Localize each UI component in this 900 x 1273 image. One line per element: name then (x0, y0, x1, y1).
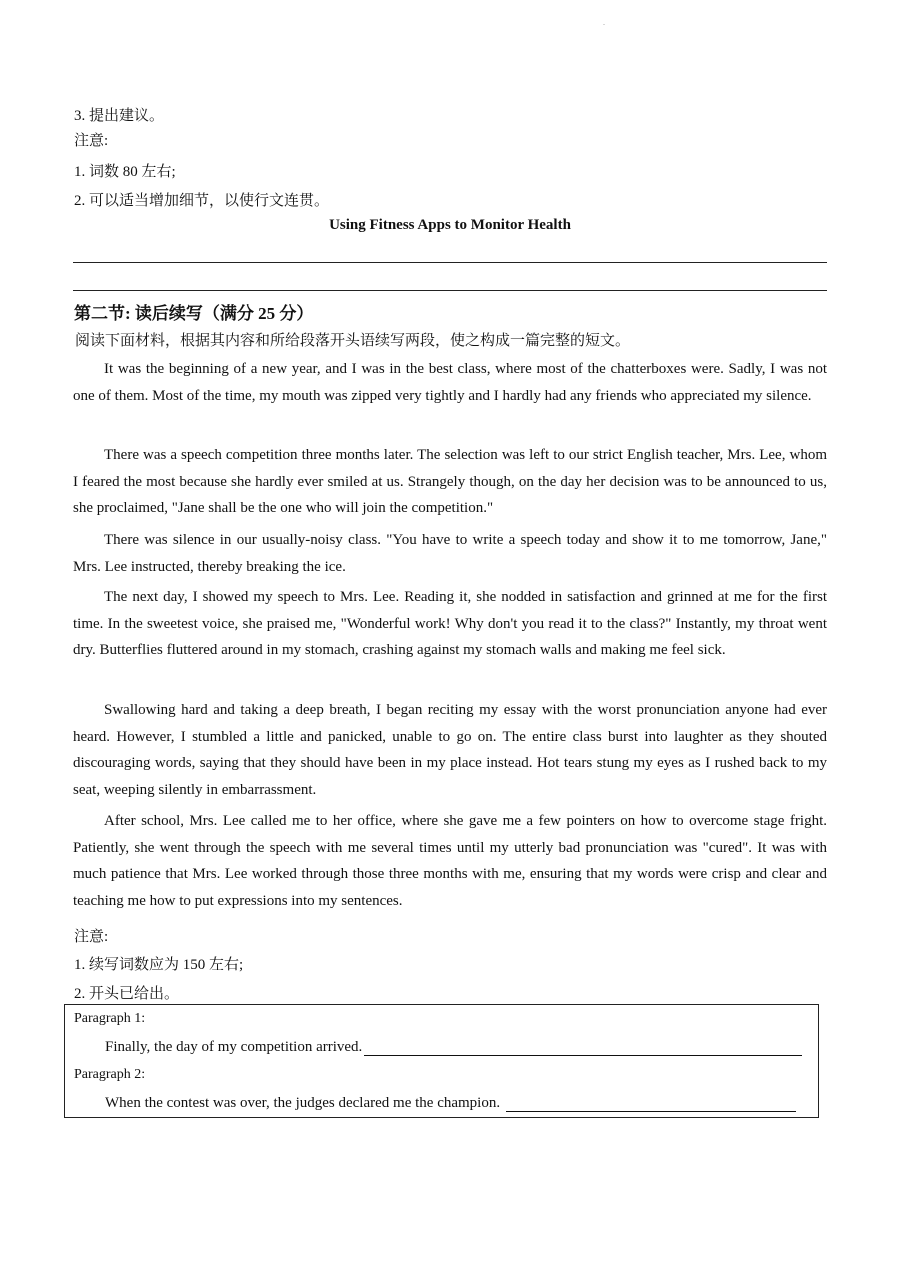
paragraph-2-blank[interactable] (506, 1097, 796, 1112)
story-paragraph-5: Swallowing hard and taking a deep breath, I began reciting my essay with the worst pronunciation anyone had ever heard. However, I stumbled a little and panicked, unable to go on. The entire class burst into laughter as they shouted discouraging words, saying that they should have been in my place instead. Hot tears stung my eyes as I rushed back to my seat, weeping silently in embarrassment. (73, 702, 827, 798)
story-paragraph-1: It was the beginning of a new year, and I was in the best class, where most of the chatterboxes were. Sadly, I was not one of them. Most of the time, my mouth was zipped very tightly and I hardly had any friends who appreciated my silence. (73, 361, 827, 404)
section-title: 第二节: 读后续写（满分 25 分） (74, 304, 314, 323)
paragraph-2-label: Paragraph 2: (74, 1067, 146, 1082)
note-item-2: 2. 可以适当增加细节，以使行文连贯。 (74, 193, 330, 209)
note-2-item-2: 2. 开头已给出。 (74, 986, 180, 1002)
essay-title: Using Fitness Apps to Monitor Health (329, 217, 571, 233)
section-instruction: 阅读下面材料，根据其内容和所给段落开头语续写两段，使之构成一篇完整的短文。 (75, 333, 631, 349)
paragraph-1-label: Paragraph 1: (74, 1011, 146, 1026)
note-heading-2: 注意: (74, 929, 109, 945)
paragraph-1-starter (105, 1039, 802, 1056)
requirement-item-3: 3. 提出建议。 (74, 108, 165, 124)
paragraph-1-blank[interactable] (364, 1041, 802, 1056)
answer-line-2[interactable] (73, 290, 827, 291)
story-paragraph-2: There was a speech competition three months later. The selection was left to our strict English teacher, Mrs. Lee, whom I feared the most because she hardly ever smiled at us. Strangely though, on the day her decision was to be announced to us, she proclaimed, "Jane shall be the one who will join the competition." (73, 447, 827, 516)
note-item-1: 1. 词数 80 左右; (74, 164, 176, 180)
story-paragraph-6: After school, Mrs. Lee called me to her office, where she gave me a few pointers on how to overcome stage fright. Patiently, she went through the speech with me several times until my utterly bad pronunciation was "cured". It was with much patience that Mrs. Lee worked through those three months with me, ensuring that my words were crisp and clear and teaching me how to put expressions into my sentences. (73, 813, 827, 909)
story-paragraph-4: The next day, I showed my speech to Mrs. Lee. Reading it, she nodded in satisfaction and grinned at me for the first time. In the sweetest voice, she praised me, "Wonderful work! Why don't you read it to the class?" Instantly, my throat went dry. Butterflies fluttered around in my stomach, crashing against my stomach walls and making me feel sick. (73, 589, 827, 658)
continuation-answer-box (64, 1004, 819, 1118)
story-paragraph-3: There was silence in our usually-noisy class. "You have to write a speech today and show it to me tomorrow, Jane," Mrs. Lee instructed, thereby breaking the ice. (73, 532, 827, 575)
paragraph-1-opening-sentence: Finally, the day of my competition arrived. (105, 1039, 363, 1055)
paragraph-2-starter (105, 1095, 796, 1112)
corner-mark: . (603, 18, 605, 27)
answer-line-1[interactable] (73, 262, 827, 263)
note-heading: 注意: (74, 133, 109, 149)
note-2-item-1: 1. 续写词数应为 150 左右; (74, 957, 244, 973)
paragraph-2-opening-sentence: When the contest was over, the judges declared me the champion. (105, 1095, 501, 1111)
